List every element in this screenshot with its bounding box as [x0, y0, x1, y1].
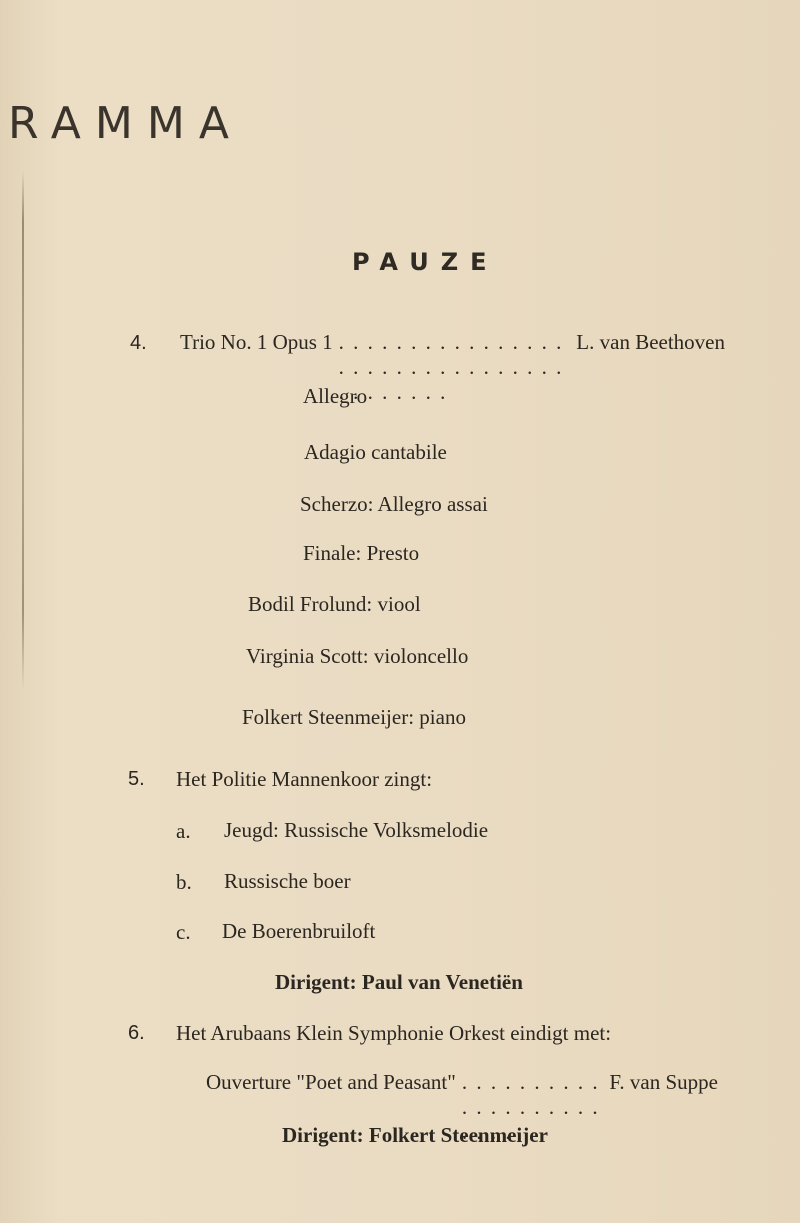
leader-dots — [339, 330, 571, 405]
item-number: 4. — [130, 332, 147, 354]
item-intro: Het Arubaans Klein Symphonie Orkest eindigt met: — [176, 1021, 612, 1045]
section-title: PAUZE — [352, 248, 499, 276]
page-fold-line — [22, 170, 24, 690]
item-number: 6. — [128, 1022, 145, 1044]
song-letter: b. — [176, 870, 192, 894]
movement: Finale: Presto — [303, 541, 420, 565]
composer: L. van Beethoven — [576, 330, 725, 354]
performer: Virginia Scott: violoncello — [246, 644, 469, 668]
work-line — [180, 330, 725, 405]
conductor: Dirigent: Paul van Venetiën — [275, 970, 523, 994]
program-header: RAMMA — [8, 98, 243, 149]
work-title: Trio No. 1 Opus 1 — [180, 330, 333, 354]
movement: Scherzo: Allegro assai — [300, 492, 488, 516]
composer: F. van Suppe — [609, 1070, 718, 1094]
song-title: Jeugd: Russische Volksmelodie — [224, 818, 489, 842]
movement: Adagio cantabile — [304, 440, 447, 464]
song-letter: a. — [176, 819, 191, 843]
work-title: Ouverture "Poet and Peasant" — [206, 1070, 456, 1094]
movement: Allegro — [303, 384, 368, 408]
song-title: De Boerenbruiloft — [222, 919, 376, 943]
song-title: Russische boer — [224, 869, 351, 893]
item-number: 5. — [128, 768, 145, 790]
conductor: Dirigent: Folkert Steenmeijer — [282, 1123, 548, 1147]
item-intro: Het Politie Mannenkoor zingt: — [176, 767, 433, 791]
performer: Bodil Frolund: viool — [248, 592, 421, 616]
song-letter: c. — [176, 920, 191, 944]
performer: Folkert Steenmeijer: piano — [242, 705, 466, 729]
